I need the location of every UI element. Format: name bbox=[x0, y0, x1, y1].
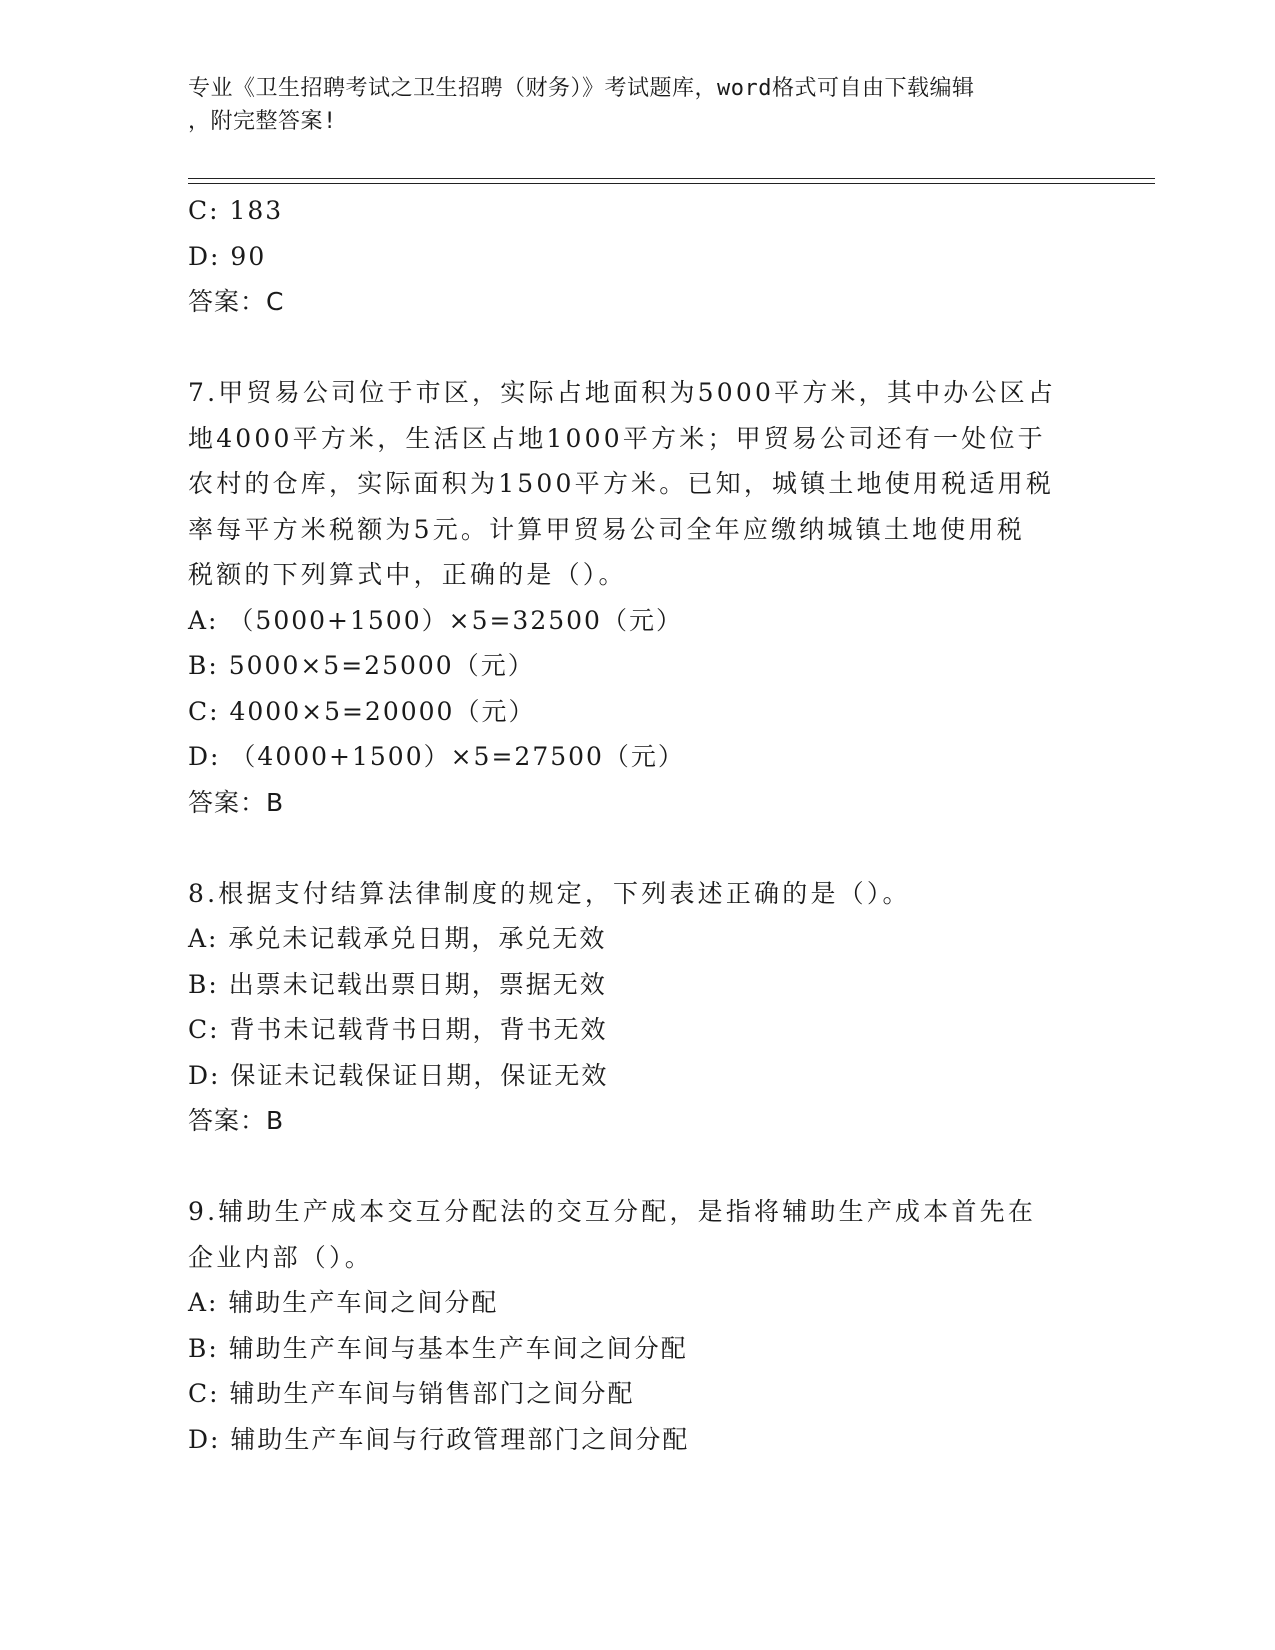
question-7 bbox=[188, 370, 1088, 825]
question-text-line: 9.辅助生产成本交互分配法的交互分配，是指将辅助生产成本首先在 bbox=[188, 1197, 1037, 1226]
question-text-line: 企业内部（）。 bbox=[188, 1242, 373, 1272]
answer: 答案：C bbox=[188, 287, 285, 316]
header-divider-top bbox=[188, 178, 1155, 179]
question-text-line: 地4000平方米，生活区占地1000平方米；甲贸易公司还有一处位于 bbox=[188, 423, 1046, 453]
option-a: A: 承兑未记载承兑日期，承兑无效 bbox=[188, 924, 607, 953]
spacer bbox=[188, 825, 1088, 871]
spacer bbox=[188, 1144, 1088, 1190]
question-list bbox=[188, 188, 1088, 1462]
question-text-line: 8.根据支付结算法律制度的规定，下列表述正确的是（）。 bbox=[188, 878, 911, 908]
question-text-line: 农村的仓库，实际面积为1500平方米。已知，城镇土地使用税适用税 bbox=[188, 469, 1055, 498]
header-line-1: 专业《卫生招聘考试之卫生招聘（财务）》考试题库，word格式可自由下载编辑 bbox=[188, 76, 975, 101]
option-b: B: 辅助生产车间与基本生产车间之间分配 bbox=[188, 1333, 688, 1363]
option-c: C: 183 bbox=[188, 196, 284, 225]
header-line-2: ，附完整答案! bbox=[188, 109, 337, 134]
option-d: D: （4000+1500）×5=27500（元） bbox=[188, 742, 685, 771]
option-c: C: 背书未记载背书日期，背书无效 bbox=[188, 1015, 608, 1044]
option-d: D: 保证未记载保证日期，保证无效 bbox=[188, 1060, 609, 1090]
question-text-line: 率每平方米税额为5元。计算甲贸易公司全年应缴纳城镇土地使用税 bbox=[188, 514, 1025, 544]
option-b: B: 5000×5=25000（元） bbox=[188, 651, 535, 680]
document-header bbox=[188, 72, 1068, 138]
answer: 答案：B bbox=[188, 787, 285, 817]
header-divider-bottom bbox=[188, 183, 1155, 184]
answer: 答案：B bbox=[188, 1106, 285, 1135]
option-d: D: 辅助生产车间与行政管理部门之间分配 bbox=[188, 1424, 690, 1454]
option-b: B: 出票未记载出票日期，票据无效 bbox=[188, 969, 607, 999]
option-a: A: 辅助生产车间之间分配 bbox=[188, 1288, 499, 1317]
question-6-tail bbox=[188, 188, 1088, 325]
option-c: C: 辅助生产车间与销售部门之间分配 bbox=[188, 1379, 635, 1408]
question-text-line: 税额的下列算式中，正确的是（）。 bbox=[188, 560, 627, 589]
option-a: A: （5000+1500）×5=32500（元） bbox=[188, 605, 683, 635]
option-d: D: 90 bbox=[188, 241, 267, 271]
question-text-line: 7.甲贸易公司位于市区，实际占地面积为5000平方米，其中办公区占 bbox=[188, 378, 1057, 407]
spacer bbox=[188, 325, 1088, 371]
question-8 bbox=[188, 871, 1088, 1144]
option-c: C: 4000×5=20000（元） bbox=[188, 696, 536, 726]
question-9 bbox=[188, 1189, 1088, 1462]
